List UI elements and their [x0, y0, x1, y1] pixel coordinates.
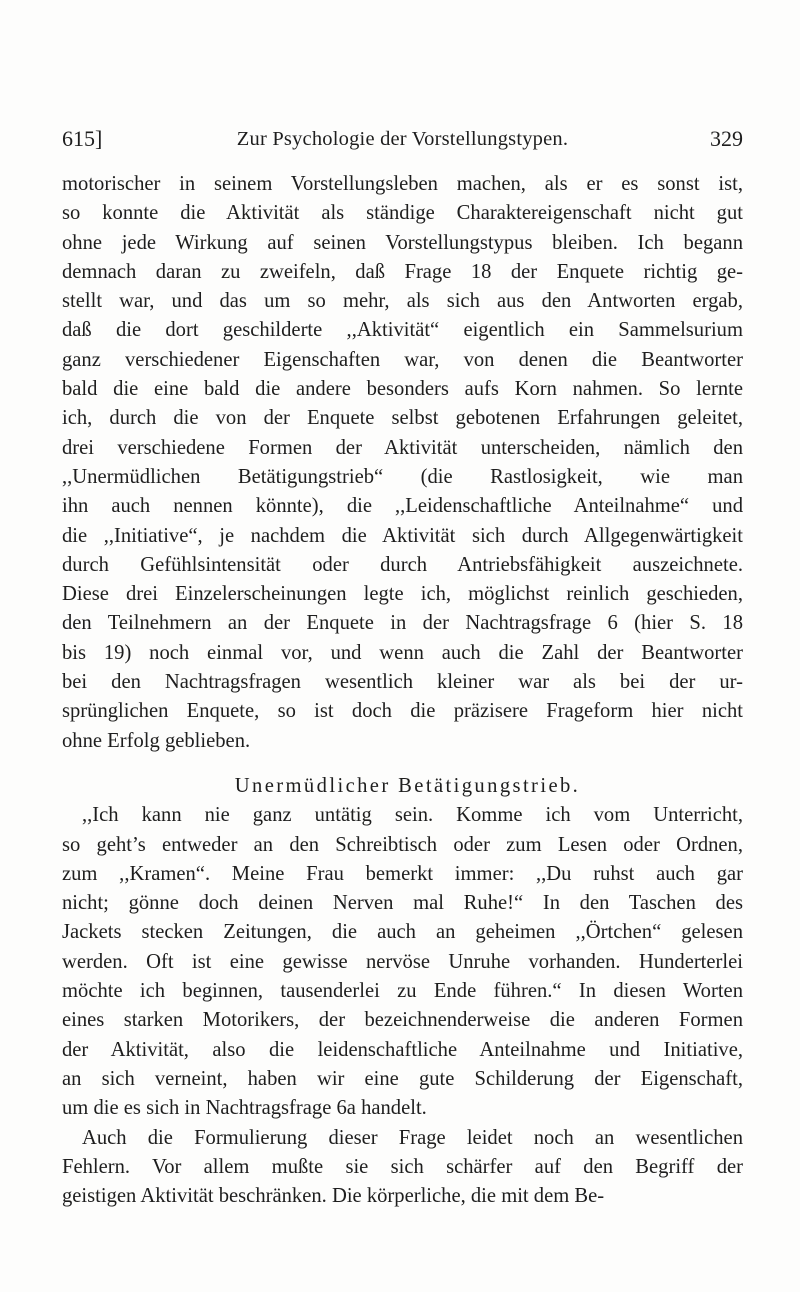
text-line: ohne jede Wirkung auf seinen Vorstellungstypus bleiben. Ich begann [62, 231, 743, 254]
text-line: geistigen Aktivität beschränken. Die körperliche, die mit dem Be- [62, 1185, 605, 1208]
text-line: Jackets stecken Zeitungen, die auch an geheimen ,,Örtchen“ gelesen [62, 921, 743, 944]
text-line: die ,,Initiative“, je nachdem die Aktivität sich durch Allgegenwärtigkeit [62, 524, 743, 547]
text-line: sprünglichen Enquete, so ist doch die präzisere Frageform hier nicht [62, 700, 743, 723]
text-line: so geht’s entweder an den Schreibtisch oder zum Lesen oder Ordnen, [62, 833, 743, 856]
running-header [62, 122, 743, 156]
page-number: 329 [710, 126, 743, 151]
running-title: Zur Psychologie der Vorstellungstypen. [236, 128, 569, 150]
text-line: daß die dort geschilderte ,,Aktivität“ eigentlich ein Sammelsurium [62, 319, 743, 342]
text-line: so konnte die Aktivität als ständige Charaktereigenschaft nicht gut [62, 202, 743, 225]
text-line: Fehlern. Vor allem mußte sie sich schärfer auf den Begriff der [62, 1155, 743, 1178]
text-line: demnach daran zu zweifeln, daß Frage 18 der Enquete richtig ge- [62, 260, 743, 283]
text-line: durch Gefühlsintensität oder durch Antriebsfähigkeit auszeichnete. [62, 553, 743, 576]
text-line: möchte ich beginnen, tausenderlei zu Ende führen.“ In diesen Worten [62, 980, 743, 1003]
text-line: motorischer in seinem Vorstellungsleben machen, als er es sonst ist, [62, 173, 743, 195]
text-line: zum ,,Kramen“. Meine Frau bemerkt immer: ,,Du ruhst auch gar [62, 862, 743, 885]
paragraph-1 [62, 170, 743, 756]
text-line: ohne Erfolg geblieben. [62, 729, 251, 752]
paragraph-3 [62, 1124, 743, 1212]
text-line: den Teilnehmern an der Enquete in der Nachtragsfrage 6 (hier S. 18 [62, 612, 743, 635]
text-line: um die es sich in Nachtragsfrage 6a handelt. [62, 1097, 427, 1120]
text-line: drei verschiedene Formen der Aktivität unterscheiden, nämlich den [62, 436, 743, 459]
text-line: der Aktivität, also die leidenschaftliche Anteilnahme und Initiative, [62, 1038, 743, 1061]
text-line: Auch die Formulierung dieser Frage leidet noch an wesentlichen [82, 1126, 743, 1149]
text-line: eines starken Motorikers, der bezeichnenderweise die anderen Formen [62, 1009, 743, 1032]
text-line: ,,Unermüdlichen Betätigungstrieb“ (die Rastlosigkeit, wie man [62, 465, 743, 488]
text-line: nicht; gönne doch deinen Nerven mal Ruhe!“ In den Taschen des [62, 892, 743, 915]
text-line: ich, durch die von der Enquete selbst gebotenen Erfahrungen geleitet, [62, 407, 743, 430]
text-line: werden. Oft ist eine gewisse nervöse Unruhe vorhanden. Hunderterlei [62, 950, 743, 973]
body-text [62, 170, 743, 1211]
text-line: bei den Nachtragsfragen wesentlich kleiner war als bei der ur- [62, 671, 743, 694]
text-line: bis 19) noch einmal vor, und wenn auch die Zahl der Beantworter [62, 641, 743, 664]
section-number: 615] [62, 126, 103, 151]
text-line: ihn auch nennen könnte), die ,,Leidenschaftliche Anteilnahme“ und [62, 495, 743, 518]
paragraph-2 [62, 801, 743, 1123]
text-line: ,,Ich kann nie ganz untätig sein. Komme ich vom Unterricht, [82, 804, 743, 827]
text-line: ganz verschiedener Eigenschaften war, von denen die Beantworter [62, 348, 743, 371]
text-line: stellt war, und das um so mehr, als sich aus den Antworten ergab, [62, 290, 743, 313]
section-heading: Unermüdlicher Betätigungstrieb. [234, 774, 581, 797]
text-line: an sich verneint, haben wir eine gute Schilderung der Eigenschaft, [62, 1067, 743, 1090]
text-line: Diese drei Einzelerscheinungen legte ich, möglichst reinlich geschieden, [62, 583, 743, 606]
text-line: bald die eine bald die andere besonders aufs Korn nahmen. So lernte [62, 378, 743, 401]
